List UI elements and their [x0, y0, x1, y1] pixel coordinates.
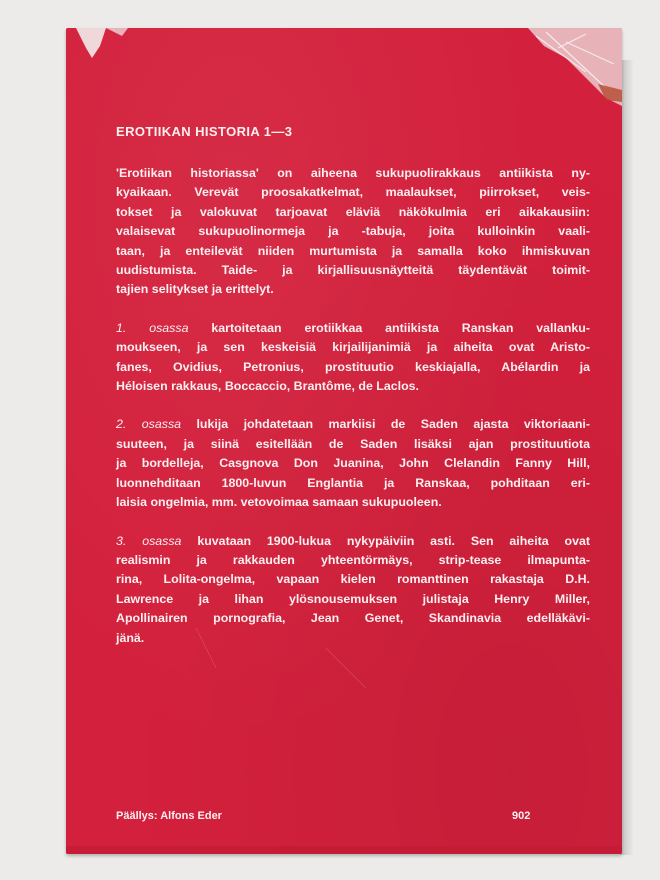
text-line: Apollinairen pornografia, Jean Genet, Skandinavia edelläkävi-: [116, 611, 590, 626]
volume-1-paragraph: [116, 319, 590, 397]
volume-2-paragraph: [116, 415, 590, 512]
text-line: laisia ongelmia, mm. vetovoimaa samaan sukupuoleen.: [116, 495, 442, 510]
text-line: fanes, Ovidius, Petronius, prostituutio keskiajalla, Abélardin ja: [116, 359, 590, 374]
text-line: [116, 532, 590, 551]
text-line-rest: lukija johdatetaan markiisi de Saden ajasta viktoriaani-: [181, 417, 590, 432]
text-line: kyaikaan. Verevät proosakatkelmat, maalaukset, piirrokset, veis-: [116, 185, 590, 200]
text-line: 'Erotiikan historiassa' on aiheena sukupuolirakkaus antiikista ny-: [116, 166, 590, 180]
volume-3-paragraph: [116, 532, 590, 648]
text-line: rina, Lolita-ongelma, vapaan kielen romanttinen rakastaja D.H.: [116, 572, 590, 587]
text-line: tajien selitykset ja erittelyt.: [116, 282, 274, 297]
text-line: [116, 415, 590, 434]
text-line: suuteen, ja siinä esitellään de Saden lisäksi ajan prostituutiota: [116, 436, 590, 451]
text-line: valaisevat sukupuolinormeja ja -tabuja, joita kulloinkin vaali-: [116, 224, 590, 239]
text-line-rest: kartoitetaan erotiikkaa antiikista Ranskan vallanku-: [188, 320, 590, 335]
text-line: moukseen, ja sen keskeisiä kirjailijanimiä ja aiheita ovat Aristo-: [116, 340, 590, 355]
book-shadow: [620, 60, 634, 855]
text-line: ja bordelleja, Casgnova Don Juanina, John Clelandin Fanny Hill,: [116, 456, 590, 471]
text-line: luonnehditaan 1800-luvun Englantia ja Ranskaa, pohditaan eri-: [116, 475, 590, 490]
book-series-title: EROTIIKAN HISTORIA 1—3: [116, 124, 293, 139]
intro-paragraph: [116, 164, 590, 300]
volume-2-lead: 2. osassa: [116, 417, 182, 432]
volume-1-lead: 1. osassa: [116, 320, 189, 335]
text-line: jänä.: [116, 630, 145, 645]
text-line-rest: kuvataan 1900-lukua nykypäiviin asti. Sen aiheita ovat: [181, 533, 591, 548]
text-line: realismin ja rakkauden yhteentörmäys, strip-tease ilmapunta-: [116, 552, 590, 567]
text-line: Lawrence ja lihan ylösnousemuksen julistaja Henry Miller,: [116, 591, 590, 606]
text-line: [116, 319, 590, 338]
text-line: tokset ja valokuvat tarjoavat eläviä näkökulmia eri aikakausiin:: [116, 204, 590, 219]
text-line: taan, ja enteilevät niiden murtumista ja samalla koko ihmiskuvan: [116, 243, 590, 258]
blurb-text: [116, 164, 590, 667]
text-line: Héloisen rakkaus, Boccaccio, Brantôme, de Laclos.: [116, 379, 420, 394]
volume-3-lead: 3. osassa: [116, 533, 182, 548]
text-line: uudistumista. Taide- ja kirjallisuusnäytteitä täydentävät toimit-: [116, 263, 590, 278]
catalog-number: 902: [512, 810, 531, 822]
cover-designer-credit: Päällys: Alfons Eder: [116, 810, 222, 822]
book-back-cover: [66, 28, 622, 854]
